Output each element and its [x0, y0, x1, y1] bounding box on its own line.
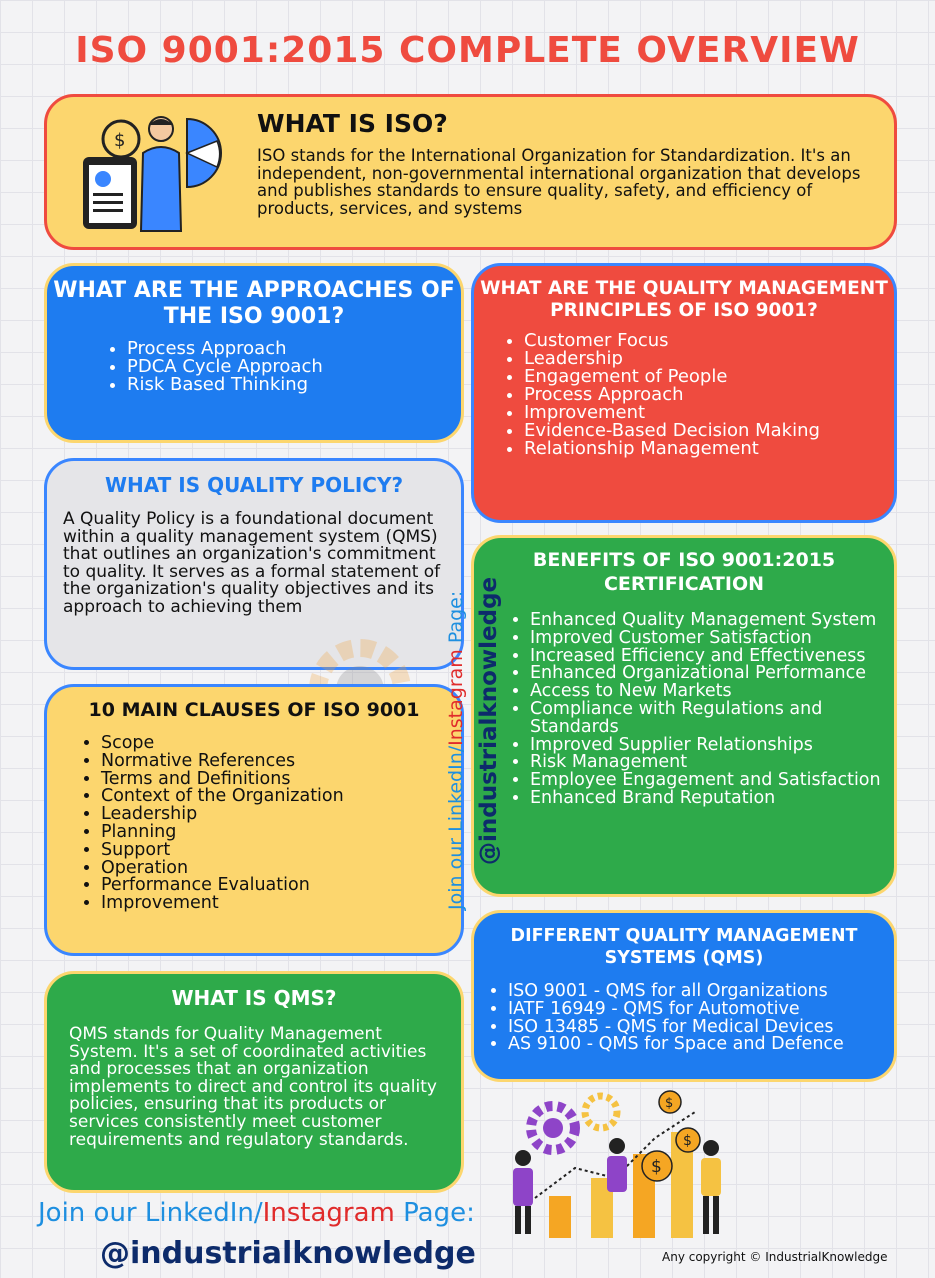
principles-card [471, 263, 897, 523]
page-title: ISO 9001:2015 COMPLETE OVERVIEW [75, 30, 860, 71]
quality-policy-heading: WHAT IS QUALITY POLICY? [104, 473, 404, 497]
qms-types-heading: DIFFERENT QUALITY MANAGEMENT SYSTEMS (QMS) [510, 926, 858, 968]
list-item: • Compliance with Regulations and Standards [530, 701, 894, 737]
list-item: • AS 9100 - QMS for Space and Defence [508, 1036, 894, 1054]
list-item: • Increased Efficiency and Effectiveness [530, 648, 894, 666]
list-item: • Leadership [101, 806, 461, 824]
list-item: • Risk Management [530, 754, 894, 772]
list-item: • Risk Based Thinking [127, 376, 461, 394]
list-item: • Enhanced Quality Management System [530, 612, 894, 630]
join-page-text: Join our LinkedIn/Instagram Page: [38, 1198, 475, 1228]
what-is-qms-body: QMS stands for Quality Management System. It's a set of coordinated activities and processes that an organization implements to direct and control its quality policies, ensuring that its products or services consistently meet customer requirements and regulatory standards. [69, 1024, 437, 1150]
handle-vertical: @industrialknowledge [476, 576, 502, 865]
what-is-iso-body: ISO stands for the International Organization for Standardization. It's an independent, non-governmental international organization that develops and publishes standards to ensure quality, safety, and efficiency of products, services, and systems [257, 146, 861, 218]
list-item: • ISO 13485 - QMS for Medical Devices [508, 1019, 894, 1037]
svg-text:$: $ [665, 1096, 674, 1111]
join-page-vertical: Join our LinkedIn/Instagram Page: [445, 590, 467, 910]
list-item: • Enhanced Brand Reputation [530, 790, 894, 808]
clauses-heading: 10 MAIN CLAUSES OF ISO 9001 [88, 699, 420, 721]
principles-list [474, 332, 894, 458]
approaches-card [44, 263, 464, 443]
list-item: • Operation [101, 860, 461, 878]
quality-policy-body: A Quality Policy is a foundational document within a quality management system (QMS) that outlines an organization's commitment to quality. It serves as a formal statement of the organization's quality objectives and its approach to achieving them [63, 509, 441, 617]
list-item: • Access to New Markets [530, 683, 894, 701]
list-item: • Relationship Management [524, 440, 894, 458]
list-item: • Terms and Definitions [101, 771, 461, 789]
list-item: • Support [101, 842, 461, 860]
approaches-list [47, 340, 461, 394]
qms-types-list [474, 983, 894, 1054]
clauses-card [44, 684, 464, 956]
list-item: • Performance Evaluation [101, 877, 461, 895]
list-item: • Context of the Organization [101, 788, 461, 806]
clauses-list [47, 735, 461, 913]
what-is-iso-heading: WHAT IS ISO? [257, 109, 448, 138]
benefits-card [471, 535, 897, 897]
benefits-list [474, 612, 894, 808]
what-is-qms-card [44, 971, 464, 1193]
approaches-heading: WHAT ARE THE APPROACHES OF THE ISO 9001? [53, 278, 455, 329]
copyright-text: Any copyright © IndustrialKnowledge [662, 1250, 888, 1264]
benefits-heading: BENEFITS OF ISO 9001:2015 CERTIFICATION [532, 549, 836, 595]
list-item: • Improved Supplier Relationships [530, 737, 894, 755]
list-item: • Engagement of People [524, 368, 894, 386]
list-item: • Customer Focus [524, 332, 894, 350]
person-chart-illustration [77, 113, 227, 233]
list-item: • Process Approach [127, 340, 461, 358]
svg-text:$: $ [683, 1133, 692, 1149]
list-item: • Planning [101, 824, 461, 842]
list-item: • Process Approach [524, 386, 894, 404]
list-item: • Employee Engagement and Satisfaction [530, 772, 894, 790]
what-is-qms-heading: WHAT IS QMS? [171, 986, 337, 1010]
list-item: • Evidence-Based Decision Making [524, 422, 894, 440]
handle-text: @industrialknowledge [100, 1236, 476, 1271]
what-is-iso-card [44, 94, 897, 250]
principles-heading: WHAT ARE THE QUALITY MANAGEMENT PRINCIPLES OF ISO 9001? [480, 278, 888, 321]
svg-text:$: $ [114, 130, 126, 151]
list-item: • Normative References [101, 753, 461, 771]
list-item: • Scope [101, 735, 461, 753]
list-item: • Leadership [524, 350, 894, 368]
svg-text:$: $ [651, 1157, 662, 1177]
list-item: • Improvement [524, 404, 894, 422]
list-item: • ISO 9001 - QMS for all Organizations [508, 983, 894, 1001]
list-item: • Enhanced Organizational Performance [530, 665, 894, 683]
list-item: • IATF 16949 - QMS for Automotive [508, 1001, 894, 1019]
list-item: • PDCA Cycle Approach [127, 358, 461, 376]
business-growth-illustration [505, 1088, 730, 1238]
list-item: • Improved Customer Satisfaction [530, 630, 894, 648]
list-item: • Improvement [101, 895, 461, 913]
qms-types-card [471, 910, 897, 1082]
